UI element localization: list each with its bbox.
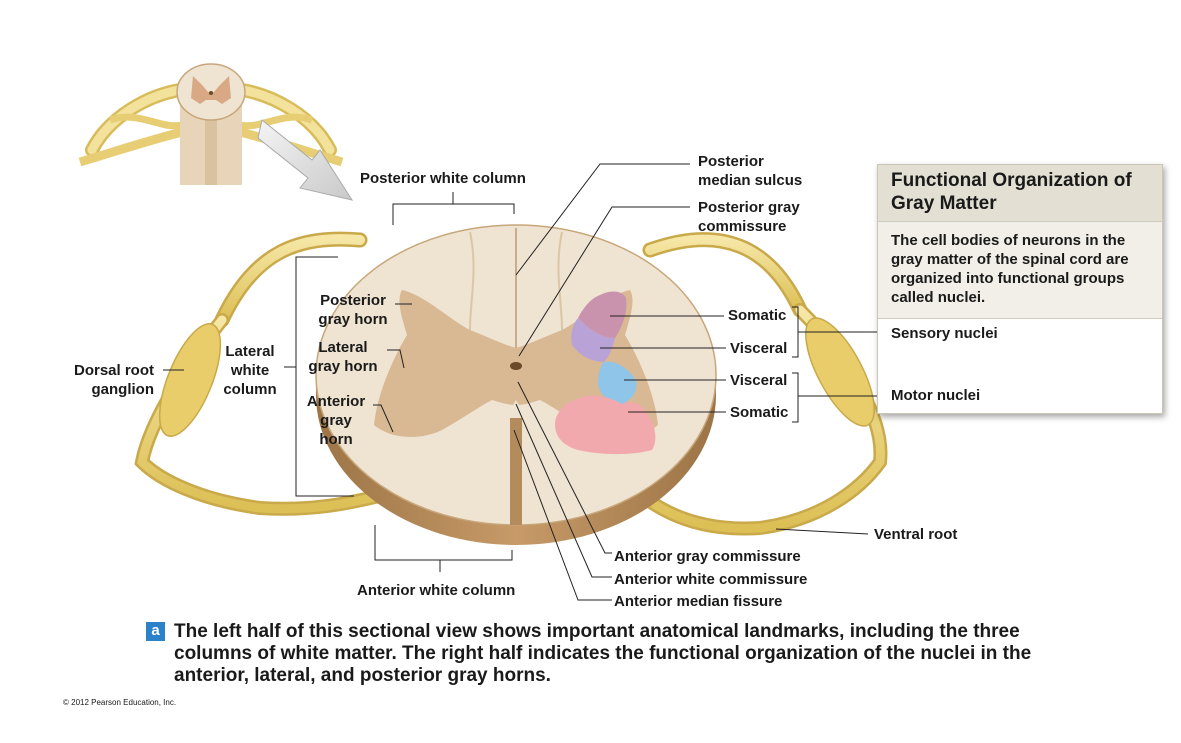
infobox-body: The cell bodies of neurons in the gray matter of the spinal cord are organized into functional groups called nuclei. — [878, 221, 1162, 319]
posterior-gray-horn-line2: gray horn — [318, 311, 388, 328]
infobox-title: Functional Organization of Gray Matter — [878, 165, 1162, 221]
lateral-white-column-line3: column — [223, 381, 277, 398]
visceral-motor-label: Visceral — [730, 372, 788, 389]
functional-organization-box — [877, 164, 1163, 414]
anterior-white-commissure-label: Anterior white commissure — [614, 571, 808, 588]
dorsal-root-ganglion-line1: Dorsal root — [73, 362, 154, 379]
lateral-gray-horn-line1: Lateral — [318, 339, 368, 356]
posterior-gray-horn-line1: Posterior — [320, 292, 386, 309]
anterior-white-column-label: Anterior white column — [357, 582, 516, 599]
anterior-gray-commissure-label: Anterior gray commissure — [614, 548, 801, 565]
lateral-gray-horn-line2: gray horn — [308, 358, 378, 375]
anterior-gray-horn-line2: gray — [320, 412, 352, 429]
lateral-white-column-line2: white — [230, 362, 270, 379]
sensory-nuclei-label: Sensory nuclei — [891, 325, 998, 342]
anterior-median-fissure-label: Anterior median fissure — [614, 593, 783, 610]
central-canal — [510, 362, 522, 370]
posterior-gray-commissure-label — [698, 198, 800, 236]
posterior-median-sulcus-line1: Posterior — [698, 153, 764, 170]
ventral-root-label: Ventral root — [874, 526, 958, 543]
cord-cross-section — [316, 225, 716, 545]
posterior-white-column-label: Posterior white column — [360, 170, 526, 187]
motor-nuclei-label: Motor nuclei — [891, 387, 981, 404]
posterior-median-sulcus-line2: median sulcus — [698, 172, 803, 189]
dorsal-root-ganglion-line2: ganglion — [91, 381, 154, 398]
posterior-median-sulcus-label — [698, 152, 802, 190]
visceral-sensory-label: Visceral — [730, 340, 788, 357]
copyright-notice: © 2012 Pearson Education, Inc. — [63, 698, 177, 707]
lateral-gray-horn-label — [302, 338, 384, 376]
lateral-white-column-line1: Lateral — [225, 343, 275, 360]
posterior-gray-horn-label — [312, 291, 394, 329]
anterior-gray-horn-label — [298, 392, 374, 449]
anterior-gray-horn-line3: horn — [319, 431, 353, 448]
caption-tag: a — [146, 622, 165, 641]
figure-caption: The left half of this sectional view shows important anatomical landmarks, including the three columns of white matter. The right half indicates the functional organization of the nuclei in the anterior, lateral, and posterior gray horns. — [174, 621, 1032, 686]
dorsal-root-ganglion-label — [58, 361, 154, 399]
lateral-white-column-label — [214, 342, 286, 399]
posterior-gray-commissure-line2: commissure — [698, 218, 787, 235]
posterior-gray-commissure-line1: Posterior gray — [698, 199, 800, 216]
somatic-sensory-label: Somatic — [728, 307, 787, 324]
somatic-motor-label: Somatic — [730, 404, 789, 421]
anterior-gray-horn-line1: Anterior — [306, 393, 366, 410]
